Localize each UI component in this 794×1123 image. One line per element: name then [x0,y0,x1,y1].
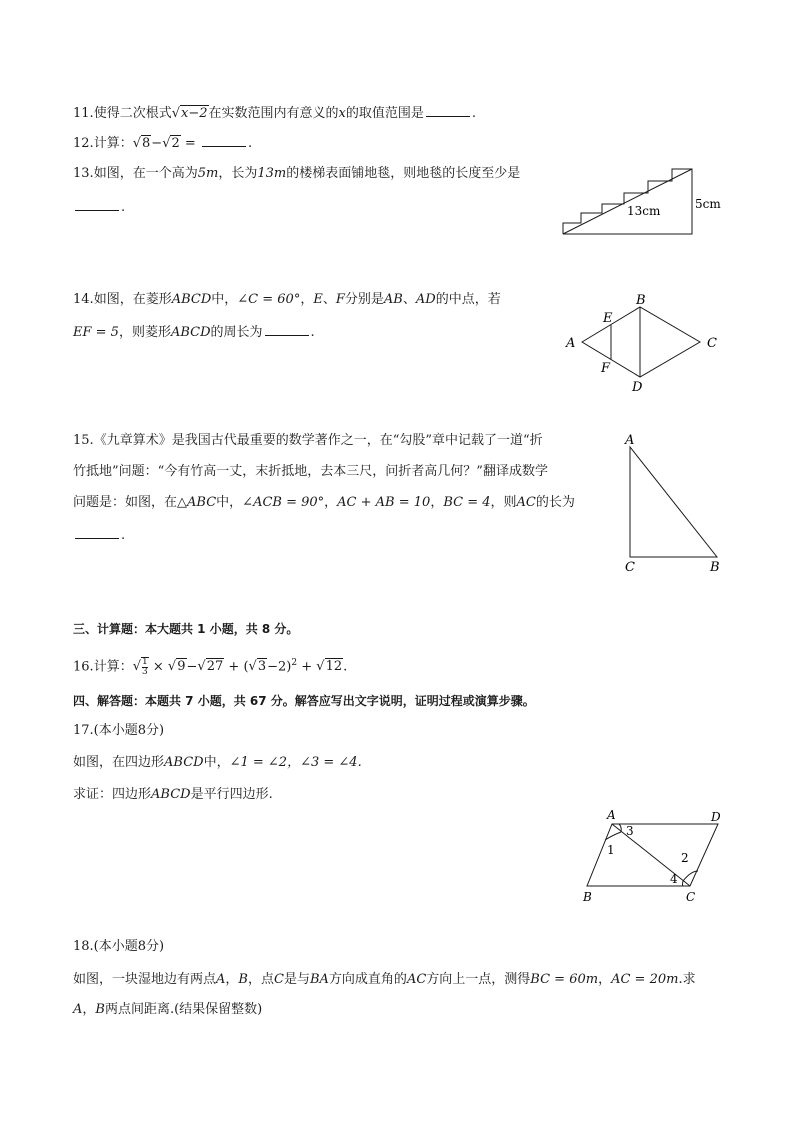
label-c: C [707,336,717,351]
q18-text-1: 如图，一块湿地边有两点 [73,972,217,987]
q16-square: 2 [291,658,298,668]
label-b: B [710,560,720,575]
q17-abcd-2: ABCD [151,787,191,802]
question-15-line-1 [73,432,543,450]
q16-minus-2: −2 [267,659,287,675]
q13-text-3: 的楼梯表面铺地毯，则地毯的长度至少是 [286,166,521,181]
q13-number: 13. [73,166,94,181]
q15-number: 15. [73,433,94,448]
q14-ad: AD [415,292,436,307]
q14-text-2: 中， [211,292,238,307]
q12-text: 计算： [93,136,133,151]
q12-number: 12. [73,136,94,151]
q18-a-2: A [73,1002,83,1017]
q15-text-3c: ， [324,495,338,510]
q15-angle: ∠ACB = 90° [242,495,325,510]
label-a: A [625,433,635,448]
q11-text-1: 使得二次根式 [93,106,172,121]
q14-e: E [313,292,323,307]
q18-comma-2: ， [598,972,612,987]
rhombus-outline [582,307,700,377]
q16-times: × [152,659,164,675]
q13-height: 5m [197,166,219,181]
angle-label-1: 1 [607,843,615,857]
q15-end: . [121,528,126,543]
q15-text-3d: ， [430,495,444,510]
q16-plus-2: + [301,659,313,675]
label-d: D [632,380,643,395]
question-15-line-3 [73,494,575,512]
question-16 [73,652,347,678]
q16-rparen: ) [286,659,292,675]
q16-radical-frac: √ $\frac{1}{3}$ [132,656,148,677]
label-e: E [603,311,613,326]
q16-radical-9: √9 [167,659,186,675]
q16-plus-1: + [228,659,240,675]
parallelogram-figure [575,805,735,910]
q18-text-2: ，点 [247,972,274,987]
q11-number: 11. [73,106,94,121]
question-17-head: 17.(本小题8分) [73,723,165,738]
q14-text-4: 分别是 [344,292,384,307]
q17-text-2: 中， [203,755,230,770]
q18-b: B [238,972,248,987]
label-f: F [601,361,611,376]
q16-number: 16. [73,659,94,675]
q14-ab: AB [383,292,403,307]
question-12 [73,134,252,153]
q17-abcd: ABCD [164,755,204,770]
diagonal-ac [612,824,690,886]
question-11 [73,104,476,123]
label-a: A [566,336,576,351]
question-14-line-2 [73,323,315,342]
q11-text-2: 在实数范围内有意义的 [208,106,339,121]
q11-var: x [338,106,346,121]
q14-sep: 、 [322,292,336,307]
q15-text-3f: 的长为 [535,495,575,510]
q12-answer-blank[interactable] [202,134,246,147]
q14-number: 14. [73,292,94,307]
q14-text-5: 的中点，若 [435,292,501,307]
q18-text-6: .求 [678,972,696,987]
q13-end: . [121,200,126,215]
q15-bc: BC = 4 [443,495,491,510]
section-4-title: 四、解答题：本题共 7 小题，共 67 分。解答应写出文字说明，证明过程或演算步骤。 [73,694,535,708]
q18-b-2: B [95,1002,105,1017]
section-3-title: 三、计算题：本大题共 1 小题，共 8 分。 [73,622,299,636]
q15-ac: AC [516,495,536,510]
question-15-answer [73,526,125,545]
q18-text-4: 方向成直角的 [328,972,407,987]
question-18-line-1 [73,971,696,989]
question-13-answer [73,198,125,217]
question-14 [73,291,501,309]
q18-comma-1: ， [225,972,239,987]
q14-text-3: ， [300,292,314,307]
q14-angle: ∠C = 60° [237,292,301,307]
stairs-hypotenuse [563,169,692,234]
label-c: C [625,560,635,575]
q15-text-2: 竹抵地”问题：“今有竹高一丈，末折抵地，去本三尺，问折者高几何？”翻译成数学 [73,464,548,479]
q18-ac: AC [406,972,427,987]
q14-abcd: ABCD [171,292,212,307]
q11-answer-blank[interactable] [426,104,470,117]
q17-condition: ∠1 = ∠2，∠3 = ∠4. [229,755,362,770]
q14-ef: EF = 5 [73,325,119,340]
q18-text-7: 两点间距离.(结果保留整数) [104,1002,263,1017]
q18-text-5: 方向上一点，测得 [426,972,531,987]
q16-radical-12: √12 [316,659,343,675]
q14-end: . [310,325,315,340]
q14-text-6: ，则菱形 [118,325,171,340]
angle-label-4: 4 [670,872,678,886]
angle-label-3: 3 [626,824,634,838]
label-c: C [686,890,696,904]
question-15-line-2 [73,463,548,481]
angle-label-2: 2 [681,851,689,865]
q13-answer-blank[interactable] [75,198,119,211]
q17-prove-1: 求证：四边形 [73,787,152,802]
q16-radical-27: √27 [197,659,224,675]
q18-bc: BC = 60m [530,972,599,987]
q12-radical-8: √8 [132,136,151,151]
q16-radical-3: √3 [248,659,267,675]
q14-answer-blank[interactable] [265,323,309,336]
stairs-height-label: 5cm [695,197,721,211]
q16-end: . [343,659,348,675]
label-b: B [636,293,646,308]
right-triangle-figure [620,430,730,580]
q18-c: C [274,972,284,987]
q15-text-3b: 中， [216,495,243,510]
q14-f: F [335,292,345,307]
stairs-length-label: 13cm [627,204,661,218]
question-17-line-2 [73,786,273,804]
q15-text-3a: 问题是：如图，在 [73,495,178,510]
q16-text: 计算： [93,659,133,675]
q14-abcd-2: ABCD [170,325,211,340]
q14-sep2: 、 [402,292,416,307]
triangle-outline [630,447,717,557]
q17-text-1: 如图，在四边形 [73,755,165,770]
q14-text-1: 如图，在菱形 [93,292,172,307]
q13-text-2: ，长为 [218,166,258,181]
q12-minus: − [151,136,163,151]
q12-radical-2: √2 [162,136,180,151]
angle-arc-4 [683,881,684,886]
q18-text-3: 是与 [283,972,310,987]
q18-ba: BA [309,972,329,987]
q16-minus: − [186,659,198,675]
question-17-line-1 [73,754,362,772]
stairs-figure [560,165,730,240]
question-13 [73,165,520,183]
q13-length: 13m [257,166,287,181]
q16-lparen: ( [243,659,249,675]
q15-text-3e: ，则 [490,495,517,510]
q11-end: . [471,106,477,121]
q11-radical: √x−2 [171,106,208,121]
q18-ac-value: AC = 20m [611,972,679,987]
q17-prove-2: 是平行四边形. [190,787,273,802]
q18-comma-3: ， [82,1002,96,1017]
question-18-head: 18.(本小题8分) [73,939,165,954]
q13-text-1: 如图，在一个高为 [93,166,198,181]
q12-equals: = [184,136,196,151]
q18-a: A [216,972,226,987]
q15-text-1: 《九章算术》是我国古代最重要的数学著作之一，在“勾股”章中记载了一道“折 [93,433,543,448]
label-a: A [607,808,616,822]
label-d: D [711,810,721,824]
q15-triangle: △ABC [177,495,217,510]
q12-end: . [247,136,253,151]
label-b: B [583,890,592,904]
question-18-line-2 [73,1001,262,1019]
q14-text-7: 的周长为 [210,325,263,340]
rhombus-figure [560,290,730,395]
q11-text-3: 的取值范围是 [345,106,424,121]
q15-answer-blank[interactable] [75,526,119,539]
q15-sum: AC + AB = 10 [337,495,431,510]
